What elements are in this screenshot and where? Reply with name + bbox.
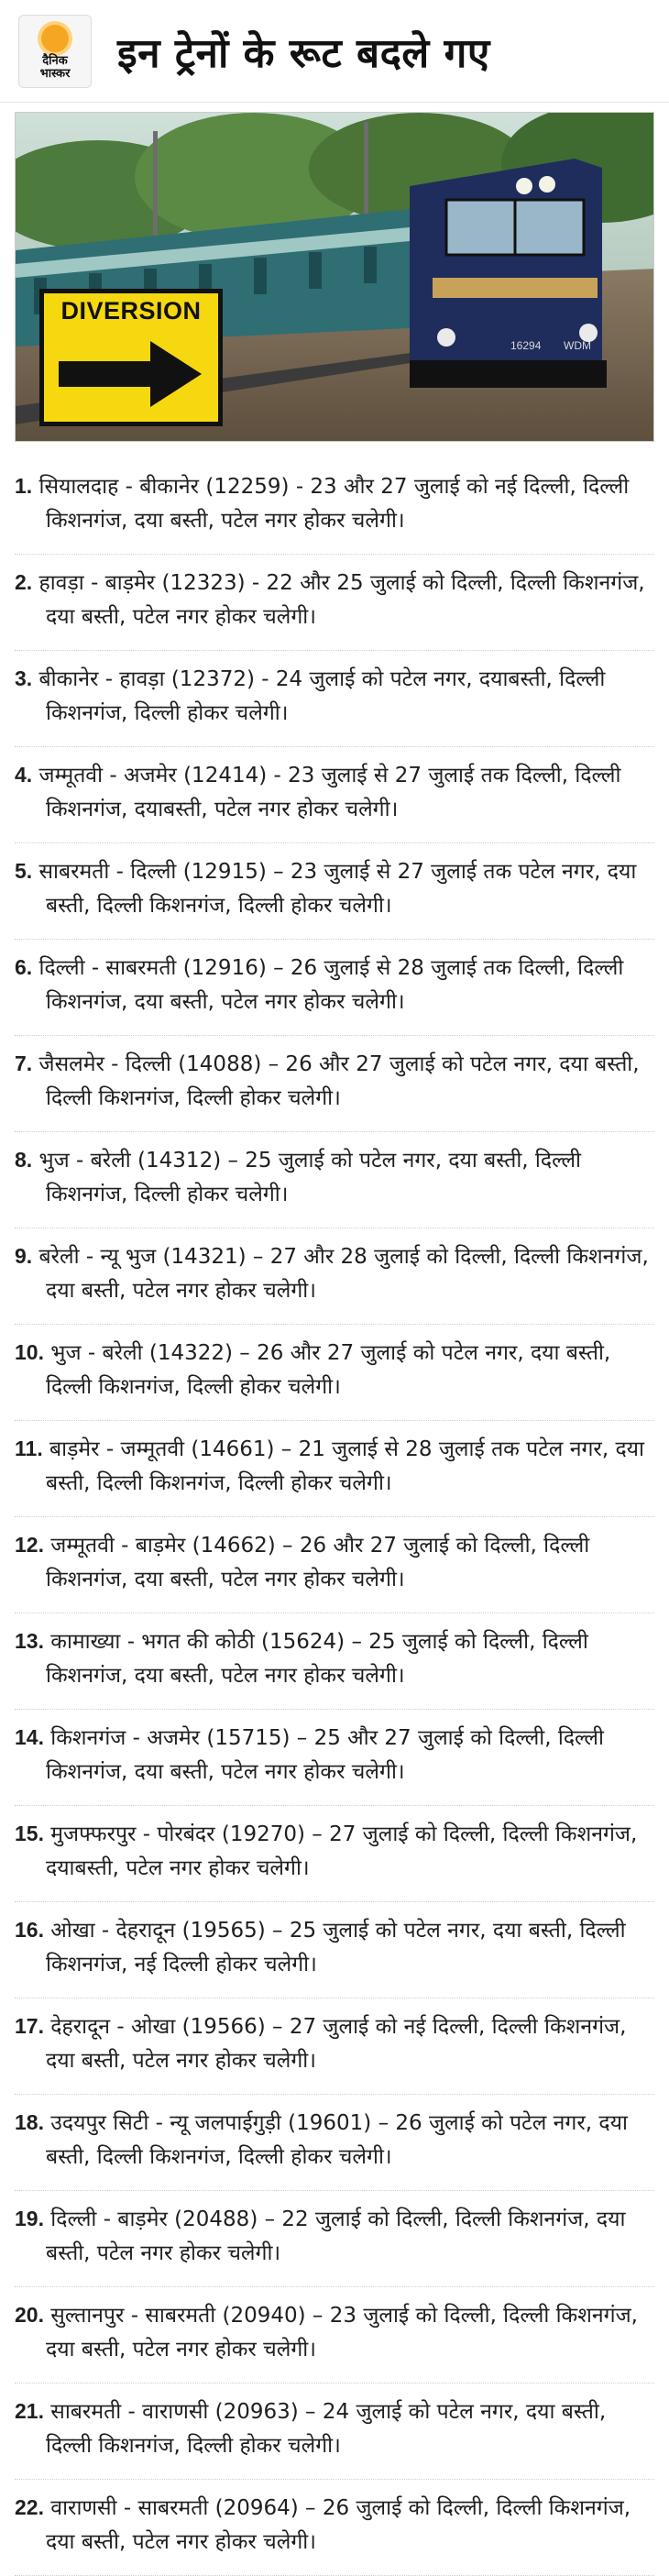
list-item-body: भुज - बरेली (14322) – 26 और 27 जुलाई को पटेल नगर, दया बस्ती, दिल्ली किशनगंज, दिल्ली होकर चलेगी। xyxy=(46,1341,611,1399)
list-item-body: दिल्ली - साबरमती (12916) – 26 जुलाई से 28 जुलाई तक दिल्ली, दिल्ली किशनगंज, दया बस्ती, पटेल नगर होकर चलेगी। xyxy=(38,956,624,1014)
list-item xyxy=(15,940,654,1036)
list-item-text xyxy=(15,469,649,538)
list-item xyxy=(15,1806,654,1902)
list-item-number: 7. xyxy=(15,1051,33,1075)
list-item-text xyxy=(15,2491,649,2559)
list-item xyxy=(15,458,654,555)
page-title: इन ट्रेनों के रूट बदले गए xyxy=(117,29,490,77)
list-item xyxy=(15,1613,654,1710)
list-item-number: 4. xyxy=(15,763,33,787)
list-item-body: मुजफ्फरपुर - पोरबंदर (19270) – 27 जुलाई को दिल्ली, दिल्ली किशनगंज, दयाबस्ती, पटेल नगर होकर चलेगी। xyxy=(46,1822,638,1880)
list-item-number: 10. xyxy=(15,1340,44,1364)
list-item-text xyxy=(15,1817,649,1886)
list-item xyxy=(15,1902,654,1998)
list-item-number: 17. xyxy=(15,2014,44,2038)
list-item-body: हावड़ा - बाड़मेर (12323) - 22 और 25 जुलाई को दिल्ली, दिल्ली किशनगंज, दया बस्ती, पटेल नगर होकर चलेगी। xyxy=(38,571,645,629)
list-item-text xyxy=(15,1239,649,1308)
list-item-text xyxy=(15,2009,649,2078)
loco-number: 16294 xyxy=(510,339,542,352)
diversion-sign-label: DIVERSION xyxy=(60,297,202,325)
list-item-text xyxy=(15,1913,649,1982)
list-item-text xyxy=(15,566,649,634)
list-item xyxy=(15,2191,654,2287)
list-item-number: 2. xyxy=(15,570,33,594)
list-item-body: बाड़मेर - जम्मूतवी (14661) – 21 जुलाई से 28 जुलाई तक पटेल नगर, दया बस्ती, दिल्ली किशनगंज, दिल्ली होकर चलेगी। xyxy=(46,1437,644,1495)
list-item-number: 5. xyxy=(15,859,33,883)
list-item-body: वाराणसी - साबरमती (20964) – 26 जुलाई को दिल्ली, दिल्ली किशनगंज, दया बस्ती, पटेल नगर होकर चलेगी। xyxy=(46,2496,631,2554)
list-item-body: देहरादून - ओखा (19566) – 27 जुलाई को नई दिल्ली, दिल्ली किशनगंज, दया बस्ती, पटेल नगर होकर चलेगी। xyxy=(46,2015,627,2073)
list-item-text xyxy=(15,2202,649,2271)
list-item-body: ओखा - देहरादून (19565) – 25 जुलाई को पटेल नगर, दया बस्ती, दिल्ली किशनगंज, नई दिल्ली होकर चलेगी। xyxy=(46,1919,626,1976)
list-item xyxy=(15,1228,654,1325)
list-item xyxy=(15,555,654,651)
list-item-number: 6. xyxy=(15,955,33,979)
list-item-number: 15. xyxy=(15,1822,44,1845)
list-item-number: 1. xyxy=(15,474,33,498)
list-item-body: साबरमती - वाराणसी (20963) – 24 जुलाई को पटेल नगर, दया बस्ती, दिल्ली किशनगंज, दिल्ली होकर चलेगी। xyxy=(46,2400,607,2458)
list-item-body: साबरमती - दिल्ली (12915) – 23 जुलाई से 27 जुलाई तक पटेल नगर, दया बस्ती, दिल्ली किशनगंज, दिल्ली होकर चलेगी। xyxy=(38,860,637,918)
dainik-bhaskar-logo[interactable] xyxy=(18,15,92,88)
list-item-number: 8. xyxy=(15,1148,33,1172)
list-item-body: जम्मूतवी - अजमेर (12414) - 23 जुलाई से 27 जुलाई तक दिल्ली, दिल्ली किशनगंज, दयाबस्ती, पटेल नगर होकर चलेगी। xyxy=(38,764,621,821)
logo-text-line1: दैनिक xyxy=(42,52,68,67)
loco-text: WDM xyxy=(564,339,591,352)
list-item-body: किशनगंज - अजमेर (15715) – 25 और 27 जुलाई को दिल्ली, दिल्ली किशनगंज, दया बस्ती, पटेल नगर होकर चलेगी। xyxy=(46,1726,604,1784)
list-item-body: भुज - बरेली (14312) – 25 जुलाई को पटेल नगर, दया बस्ती, दिल्ली किशनगंज, दिल्ली होकर चलेगी। xyxy=(38,1149,582,1206)
list-item-body: सुल्तानपुर - साबरमती (20940) – 23 जुलाई को दिल्ली, दिल्ली किशनगंज, दया बस्ती, पटेल नगर होकर चलेगी। xyxy=(46,2304,638,2361)
list-item-text xyxy=(15,758,649,827)
list-item-number: 13. xyxy=(15,1629,44,1653)
arrow-right-icon xyxy=(59,337,205,411)
list-item-body: जम्मूतवी - बाड़मेर (14662) – 26 और 27 जुलाई को दिल्ली, दिल्ली किशनगंज, दया बस्ती, पटेल नगर होकर चलेगी। xyxy=(46,1534,590,1591)
list-item-body: बरेली - न्यू भुज (14321) – 27 और 28 जुलाई को दिल्ली, दिल्ली किशनगंज, दया बस्ती, पटेल नगर होकर चलेगी। xyxy=(38,1245,649,1303)
sun-icon xyxy=(41,25,69,52)
list-item-number: 12. xyxy=(15,1533,44,1557)
list-item-body: दिल्ली - बाड़मेर (20488) – 22 जुलाई को दिल्ली, दिल्ली किशनगंज, दया बस्ती, पटेल नगर होकर चलेगी। xyxy=(46,2207,626,2265)
list-item-text xyxy=(15,1528,649,1597)
list-item-number: 11. xyxy=(15,1437,43,1460)
list-item-text xyxy=(15,1624,649,1693)
list-item-text xyxy=(15,1721,649,1789)
list-item-number: 20. xyxy=(15,2303,44,2327)
list-item xyxy=(15,1132,654,1228)
list-item-number: 3. xyxy=(15,666,33,690)
list-item-number: 19. xyxy=(15,2207,44,2230)
train-route-list xyxy=(15,458,654,2576)
list-item-body: बीकानेर - हावड़ा (12372) - 24 जुलाई को पटेल नगर, दयाबस्ती, दिल्ली किशनगंज, दिल्ली होकर चलेगी। xyxy=(38,667,606,725)
list-item-text xyxy=(15,1047,649,1116)
list-item-number: 18. xyxy=(15,2110,44,2134)
list-item-text xyxy=(15,2394,649,2463)
list-item xyxy=(15,1036,654,1132)
list-item xyxy=(15,1421,654,1517)
list-item xyxy=(15,1325,654,1421)
diversion-sign xyxy=(39,289,223,426)
list-item xyxy=(15,2383,654,2480)
list-item-body: जैसलमेर - दिल्ली (14088) – 26 और 27 जुलाई को पटेल नगर, दया बस्ती, दिल्ली किशनगंज, दिल्ली होकर चलेगी। xyxy=(38,1052,640,1110)
header xyxy=(0,0,669,103)
list-item-number: 16. xyxy=(15,1918,44,1942)
list-item-text xyxy=(15,854,649,923)
list-item-text xyxy=(15,2106,649,2174)
list-item xyxy=(15,2480,654,2576)
list-item xyxy=(15,1998,654,2095)
list-item xyxy=(15,1710,654,1806)
list-item-body: उदयपुर सिटी - न्यू जलपाईगुड़ी (19601) – 26 जुलाई को पटेल नगर, दया बस्ती, दिल्ली किशनगंज, दिल्ली होकर चलेगी। xyxy=(46,2111,628,2169)
list-item xyxy=(15,747,654,843)
list-item-number: 9. xyxy=(15,1244,33,1268)
list-item-number: 22. xyxy=(15,2495,44,2519)
logo-text-line2: भास्कर xyxy=(39,65,71,80)
list-item-body: कामाख्या - भगत की कोठी (15624) – 25 जुलाई को दिल्ली, दिल्ली किशनगंज, दया बस्ती, पटेल नगर होकर चलेगी। xyxy=(46,1630,588,1688)
list-item xyxy=(15,2095,654,2191)
list-item-text xyxy=(15,1143,649,1212)
list-item xyxy=(15,1517,654,1613)
list-item xyxy=(15,2287,654,2383)
list-item xyxy=(15,651,654,747)
list-item-text xyxy=(15,1432,649,1501)
list-item-text xyxy=(15,662,649,731)
list-item-text xyxy=(15,1336,649,1404)
list-item xyxy=(15,843,654,940)
list-item-number: 21. xyxy=(15,2399,44,2423)
list-item-text xyxy=(15,951,649,1019)
list-item-body: सियालदाह - बीकानेर (12259) - 23 और 27 जुलाई को नई दिल्ली, दिल्ली किशनगंज, दया बस्ती, पटेल नगर होकर चलेगी। xyxy=(38,475,630,533)
train-diversion-photo xyxy=(15,112,654,442)
list-item-text xyxy=(15,2298,649,2367)
list-item-number: 14. xyxy=(15,1725,44,1749)
